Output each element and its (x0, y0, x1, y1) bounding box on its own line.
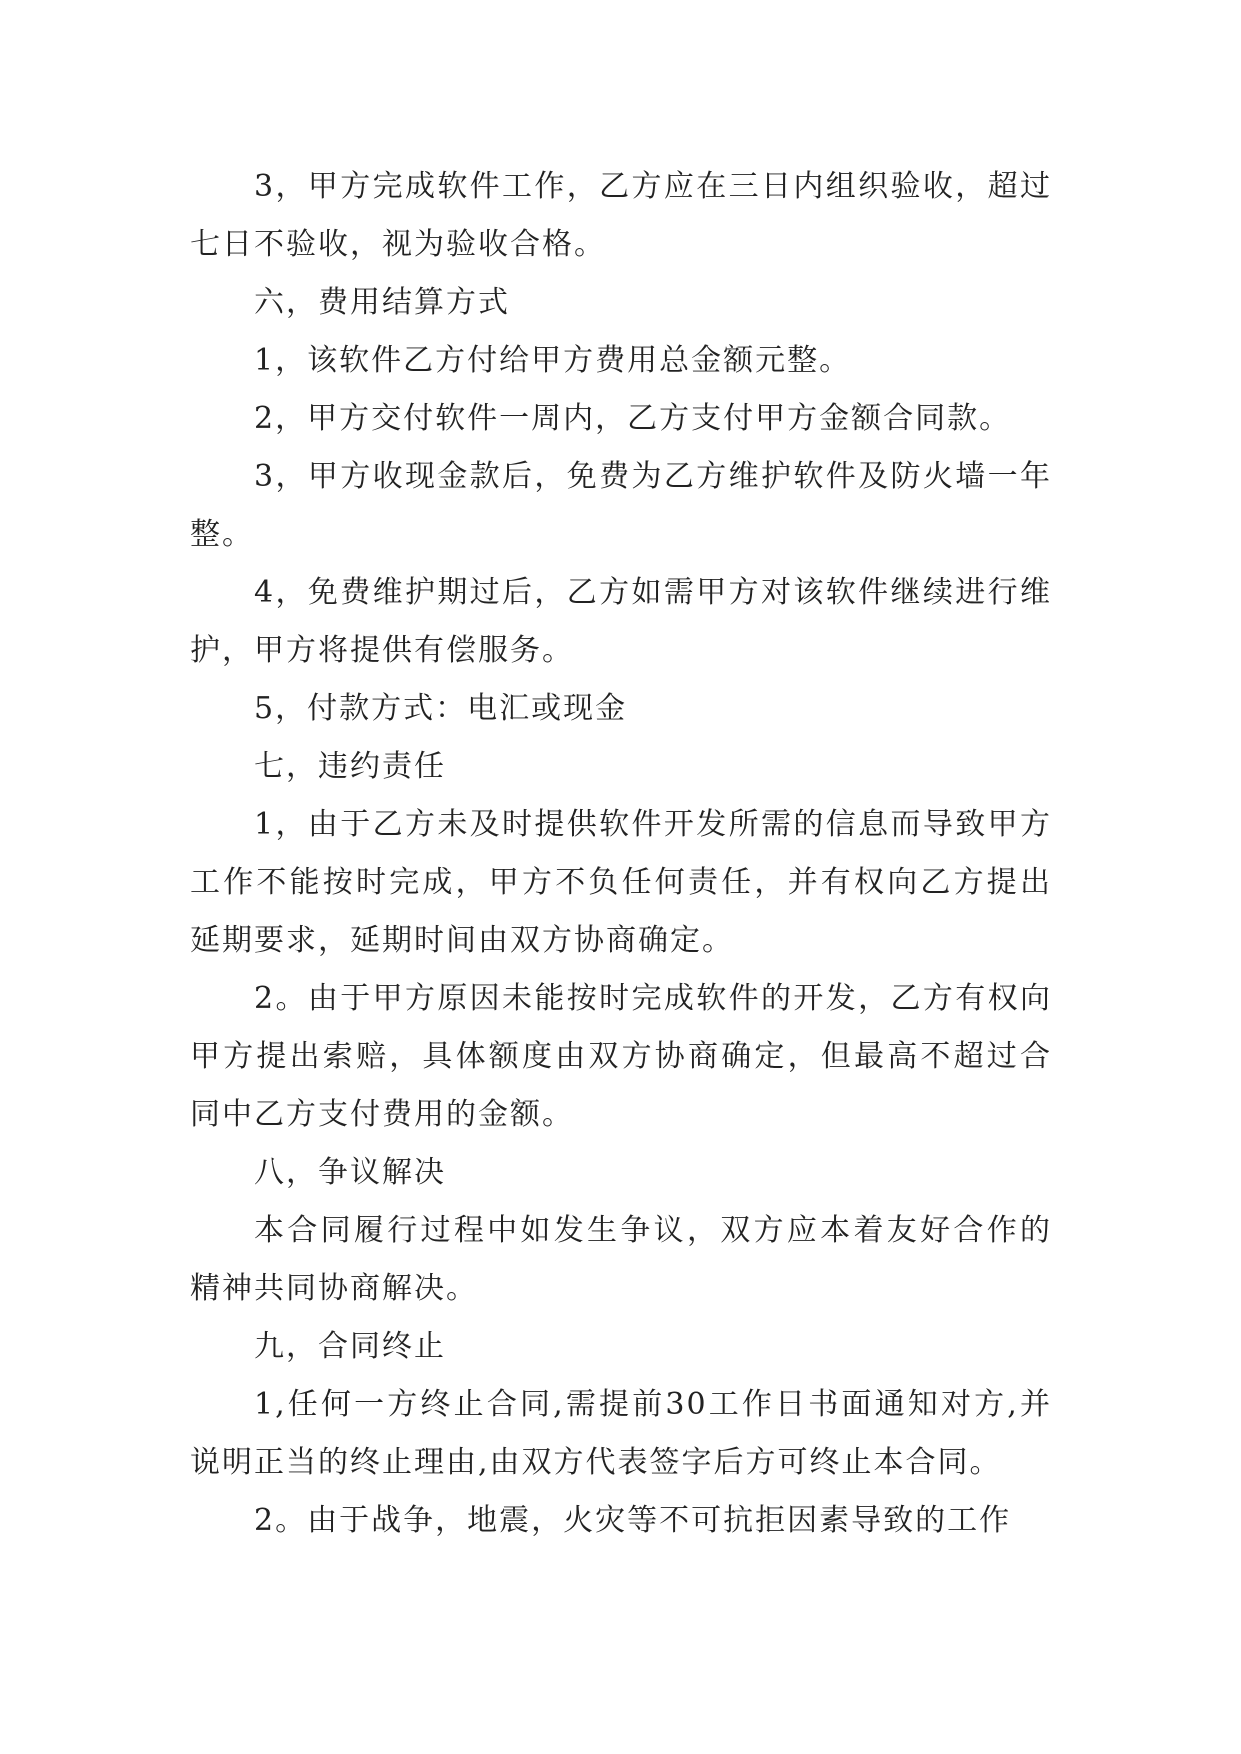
paragraph-payment-timing: 2，甲方交付软件一周内，乙方支付甲方金额合同款。 (254, 401, 1012, 436)
paragraph-termination-notice: 1,任何一方终止合同,需提前30工作日书面通知对方,并说明正当的终止理由,由双方代表签字后方可终止本合同。 (190, 1387, 1052, 1480)
paragraph-free-maintenance: 3，甲方收现金款后，免费为乙方维护软件及防火墙一年整。 (190, 459, 1052, 552)
paragraph-payment-method: 5，付款方式：电汇或现金 (254, 691, 628, 726)
paragraph-liability-party-a: 2。由于甲方原因未能按时完成软件的开发，乙方有权向甲方提出索赔，具体额度由双方协商确定，但最高不超过合同中乙方支付费用的金额。 (190, 981, 1052, 1132)
paragraph-paid-maintenance: 4，免费维护期过后，乙方如需甲方对该软件继续进行维护，甲方将提供有偿服务。 (190, 575, 1052, 668)
section-heading-payment: 六，费用结算方式 (254, 285, 510, 320)
paragraph-acceptance: 3，甲方完成软件工作，乙方应在三日内组织验收，超过七日不验收，视为验收合格。 (190, 169, 1052, 262)
section-heading-dispute: 八，争议解决 (254, 1155, 446, 1190)
document-page (190, 158, 1052, 1550)
section-heading-liability: 七，违约责任 (254, 749, 446, 784)
paragraph-force-majeure: 2。由于战争，地震，火灾等不可抗拒因素导致的工作 (254, 1503, 1012, 1538)
paragraph-total-fee: 1，该软件乙方付给甲方费用总金额元整。 (254, 343, 852, 378)
paragraph-dispute-resolution: 本合同履行过程中如发生争议，双方应本着友好合作的精神共同协商解决。 (190, 1213, 1052, 1306)
paragraph-liability-party-b: 1，由于乙方未及时提供软件开发所需的信息而导致甲方工作不能按时完成，甲方不负任何责任，并有权向乙方提出延期要求，延期时间由双方协商确定。 (190, 807, 1052, 958)
section-heading-termination: 九，合同终止 (254, 1329, 446, 1364)
